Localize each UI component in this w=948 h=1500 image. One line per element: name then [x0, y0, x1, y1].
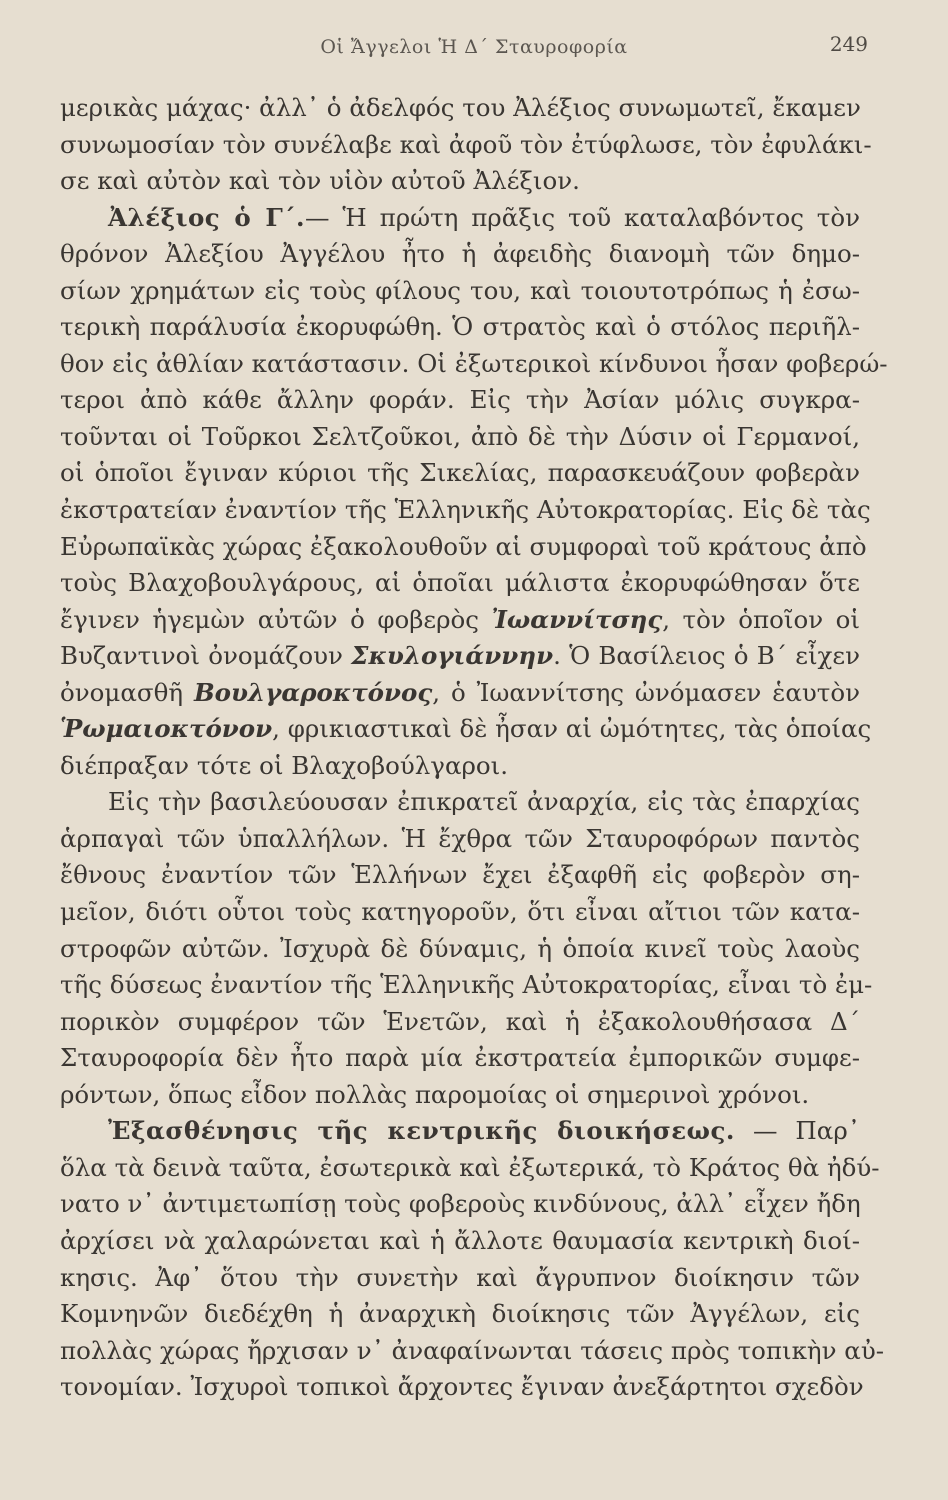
text-line: σε καὶ αὐτὸν καὶ τὸν υἱὸν αὐτοῦ Ἀλέξιον.	[60, 166, 580, 196]
paragraph	[60, 90, 872, 200]
text-line: τῆς δύσεως ἐναντίον τῆς Ἑλληνικῆς Αὐτοκρατορίας, εἶναι τὸ ἐμ-	[60, 970, 873, 1000]
text-line: Σταυροφορία δὲν ἦτο παρὰ μία ἐκστρατεία ἐμπορικῶν συμφε-	[60, 1043, 860, 1073]
text-line: Εἰς τὴν βασιλεύουσαν ἐπικρατεῖ ἀναρχία, εἰς τὰς ἐπαρχίας	[108, 787, 860, 817]
text-line: σίων χρημάτων εἰς τοὺς φίλους του, καὶ τοιουτοτρόπως ἡ ἐσω-	[60, 275, 860, 305]
text-line: τερικὴ παράλυσία ἐκορυφώθη. Ὁ στρατὸς καὶ ὁ στόλος περιῆλ-	[60, 312, 860, 342]
running-title: Οἱ Ἄγγελοι Ἡ Δ΄ Σταυροφορία	[320, 36, 628, 58]
name-voulgaroktonos: Βουλγαροκτόνος	[193, 677, 433, 707]
name-skylogiannin: Σκυλογιάννην	[351, 641, 554, 671]
text-line: θρόνον Ἀλεξίου Ἀγγέλου ἦτο ἡ ἀφειδὴς διανομὴ τῶν δημο-	[60, 239, 860, 269]
text-line: ἔγινεν ἡγεμὼν αὐτῶν ὁ φοβερὸς Ἰωαννίτσης, τὸν ὁποῖον οἱ	[60, 604, 860, 634]
text-line: Ἐξασθένησις τῆς κεντρικῆς διοικήσεως. — Παρ᾽	[108, 1116, 860, 1146]
text-line: θον εἰς ἀθλίαν κατάστασιν. Οἱ ἐξωτερικοὶ κίνδυνοι ἦσαν φοβερώ-	[60, 348, 888, 378]
section-heading-alexios: Ἀλέξιος ὁ Γ΄.	[108, 202, 305, 232]
paragraph	[60, 1113, 885, 1405]
text-line: τεροι ἀπὸ κάθε ἄλλην φοράν. Εἰς τὴν Ἀσίαν μόλις συγκρα-	[60, 385, 860, 415]
text-line: ὅλα τὰ δεινὰ ταῦτα, ἐσωτερικὰ καὶ ἐξωτερικά, τὸ Κράτος θὰ ἠδύ-	[60, 1152, 880, 1182]
text-line: ὀνομασθῆ Βουλγαροκτόνος, ὁ Ἰωαννίτσης ὠνόμασεν ἑαυτὸν	[60, 677, 861, 707]
text-line: Βυζαντινοὶ ὀνομάζουν Σκυλογιάννην. Ὁ Βασίλειος ὁ Β΄ εἶχεν	[60, 641, 860, 671]
text-line: τοῦνται οἱ Τοῦρκοι Σελτζοῦκοι, ἀπὸ δὲ τὴν Δύσιν οἱ Γερμανοί,	[60, 421, 860, 451]
text-line: διέπραξαν τότε οἱ Βλαχοβούλγαροι.	[60, 750, 509, 780]
body-text	[60, 90, 888, 1406]
text-line: πορικὸν συμφέρον τῶν Ἑνετῶν, καὶ ἡ ἐξακολουθήσασα Δ΄	[60, 1006, 860, 1036]
text-line: Εὐρωπαϊκὰς χώρας ἐξακολουθοῦν αἱ συμφοραὶ τοῦ κράτους ἀπὸ	[60, 531, 867, 561]
text-line: ἔθνους ἐναντίον τῶν Ἑλλήνων ἔχει ἐξαφθῆ εἰς φοβερὸν ση-	[60, 860, 860, 890]
name-ioannitsis: Ἰωαννίτσης	[491, 604, 663, 634]
text-line: τονομίαν. Ἰσχυροὶ τοπικοὶ ἄρχοντες ἔγιναν ἀνεξάρτητοι σχεδὸν	[60, 1372, 864, 1402]
paragraph	[60, 200, 888, 785]
text-line: πολλὰς χώρας ἤρχισαν ν᾽ ἀναφαίνωνται τάσεις πρὸς τοπικὴν αὐ-	[60, 1335, 885, 1365]
text-line: μερικὰς μάχας· ἀλλ᾽ ὁ ἀδελφός του Ἀλέξιος συνωμωτεῖ, ἔκαμεν	[60, 93, 861, 122]
text-line: νατο ν᾽ ἀντιμετωπίσῃ τοὺς φοβεροὺς κινδύνους, ἀλλ᾽ εἶχεν ἤδη	[60, 1189, 861, 1219]
text-line: ἀρχίσει νὰ χαλαρώνεται καὶ ἡ ἄλλοτε θαυμασία κεντρικὴ διοί-	[60, 1225, 860, 1255]
page-number: 249	[829, 32, 868, 56]
name-romaioktonon: Ῥωμαιοκτόνον	[60, 714, 273, 744]
text-line: μεῖον, διότι οὗτοι τοὺς κατηγοροῦν, ὅτι εἶναι αἴτιοι τῶν κατα-	[60, 897, 860, 927]
text-line: ρόντων, ὅπως εἶδον πολλὰς παρομοίας οἱ σημερινοὶ χρόνοι.	[60, 1079, 810, 1109]
text-line: τοὺς Βλαχοβουλγάρους, αἱ ὁποῖαι μάλιστα ἐκορυφώθησαν ὅτε	[60, 568, 860, 598]
text-line: Ῥωμαιοκτόνον, φρικιαστικαὶ δὲ ἦσαν αἱ ὠμότητες, τὰς ὁποίας	[60, 714, 872, 744]
section-heading-decline: Ἐξασθένησις τῆς κεντρικῆς διοικήσεως.	[108, 1116, 735, 1146]
text-line: Ἀλέξιος ὁ Γ΄.— Ἡ πρώτη πρᾶξις τοῦ καταλαβόντος τὸν	[108, 202, 861, 232]
text-line: κησις. Ἀφ᾽ ὅτου τὴν συνετὴν καὶ ἄγρυπνον διοίκησιν τῶν	[60, 1262, 860, 1292]
text-line: ἐκστρατείαν ἐναντίον τῆς Ἑλληνικῆς Αὐτοκρατορίας. Εἰς δὲ τὰς	[60, 495, 871, 525]
text-line: ἁρπαγαὶ τῶν ὑπαλλήλων. Ἡ ἔχθρα τῶν Σταυροφόρων παντὸς	[60, 823, 860, 853]
text-line: οἱ ὁποῖοι ἔγιναν κύριοι τῆς Σικελίας, παρασκευάζουν φοβερὰν	[60, 458, 860, 488]
text-line: στροφῶν αὐτῶν. Ἰσχυρὰ δὲ δύναμις, ἡ ὁποία κινεῖ τοὺς λαοὺς	[60, 933, 860, 963]
text-line: συνωμοσίαν τὸν συνέλαβε καὶ ἀφοῦ τὸν ἐτύφλωσε, τὸν ἐφυλάκι-	[60, 129, 872, 159]
paragraph	[60, 784, 873, 1113]
text-line: Κομνηνῶν διεδέχθη ἡ ἀναρχικὴ διοίκησις τῶν Ἀγγέλων, εἰς	[60, 1299, 860, 1329]
